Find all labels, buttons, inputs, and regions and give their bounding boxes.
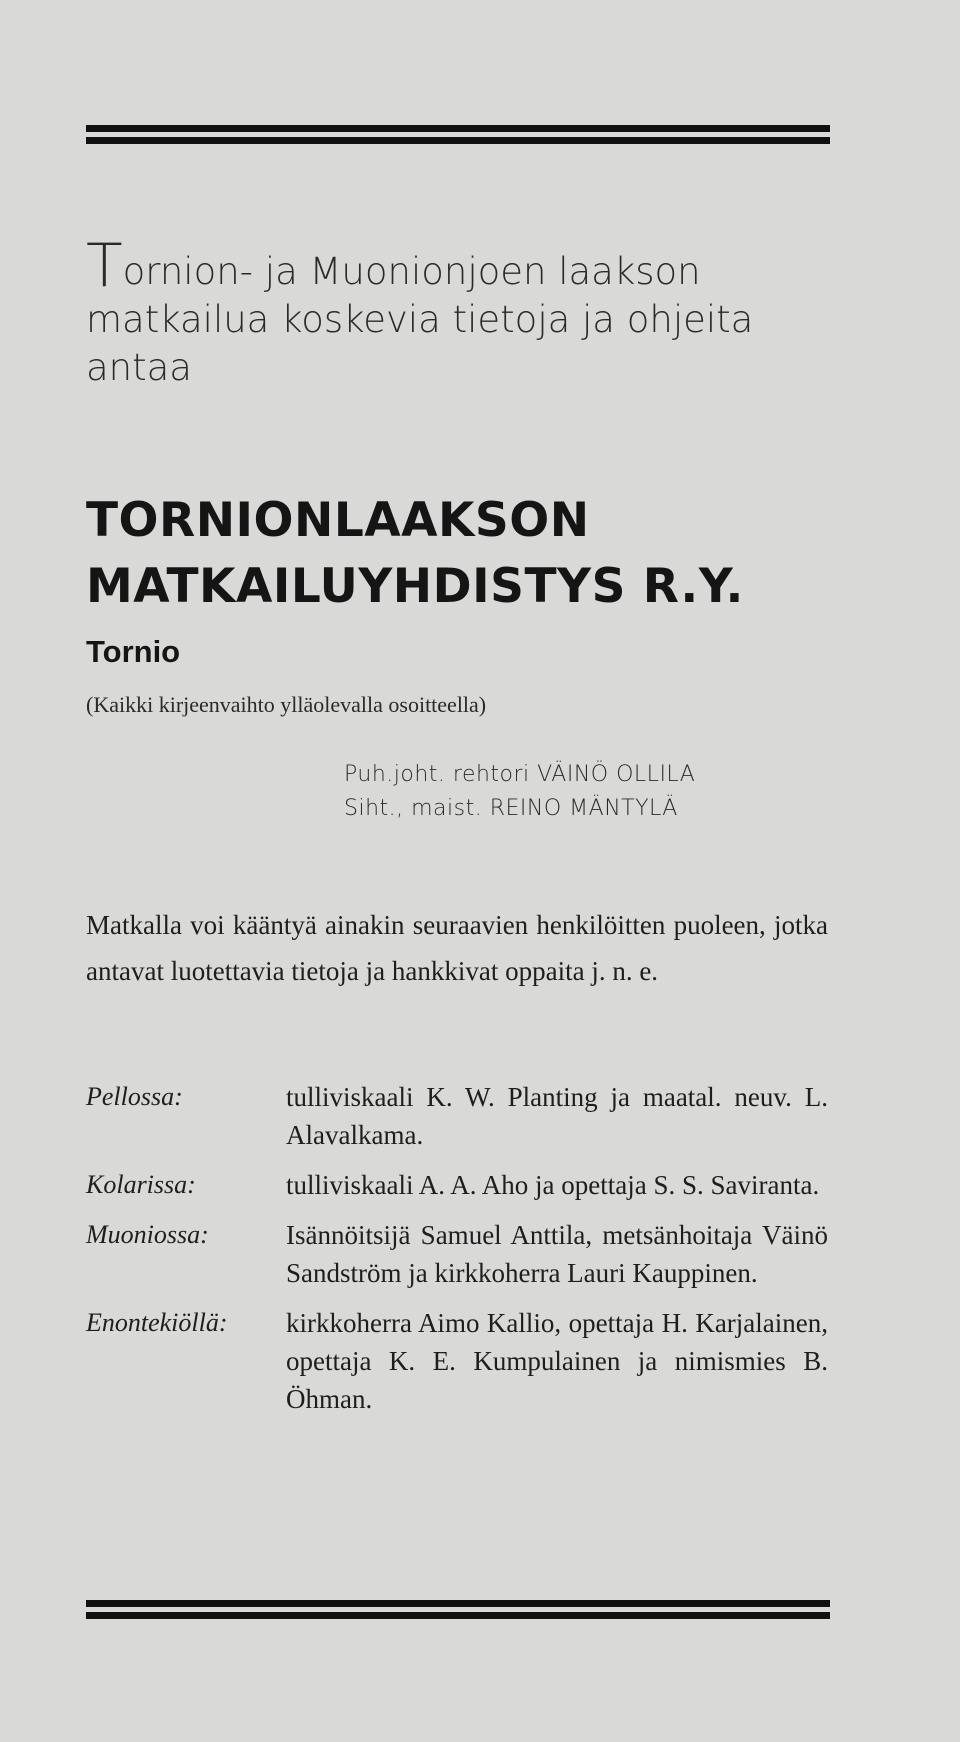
contact-entry-pello [86,1078,832,1154]
rule-line [86,1600,830,1607]
top-double-rule [86,125,830,149]
staff-secretary: Siht., maist. REINO MÄNTYLÄ [344,796,678,821]
contact-names: tulliviskaali A. A. Aho ja opettaja S. S. Saviranta. [286,1170,820,1200]
organization-city: Tornio [86,634,181,669]
drop-cap: T [86,231,123,301]
contact-place: Kolarissa: [86,1170,196,1199]
correspondence-note: (Kaikki kirjeenvaihto ylläolevalla osoitteella) [86,692,487,717]
contact-place: Muoniossa: [86,1220,209,1249]
contact-list [86,1078,832,1430]
contact-names: tulliviskaali K. W. Planting ja maatal. neuv. L. Alavalkama. [286,1082,828,1150]
contact-place: Pellossa: [86,1082,183,1111]
intro-text: ornion- ja Muonionjoen laakson matkailua koskevia tietoja ja ohjeita antaa [86,250,754,389]
organization-name-line-2: MATKAILUYHDISTYS R.Y. [86,559,744,614]
contact-place: Enontekiöllä: [86,1308,228,1337]
bottom-double-rule [86,1600,830,1624]
organization-name [86,488,744,620]
contact-entry-muonio [86,1216,832,1292]
contact-names: kirkkoherra Aimo Kallio, opettaja H. Karjalainen, opettaja K. E. Kumpulainen ja nimismies B. Öhman. [286,1308,828,1414]
contact-entry-enontekio [86,1304,832,1418]
intro-paragraph [86,231,846,392]
staff-list [344,758,695,826]
rule-line [86,1612,830,1619]
contact-names: Isännöitsijä Samuel Anttila, metsänhoitaja Väinö Sandström ja kirkkoherra Lauri Kauppinen. [286,1220,828,1288]
rule-line [86,137,830,144]
rule-line [86,125,830,132]
organization-name-line-1: TORNIONLAAKSON [86,493,590,548]
body-paragraph: Matkalla voi kääntyä ainakin seuraavien henkilöitten puoleen, jotka antavat luotettavia tietoja ja hankkivat oppaita j. n. e. [86,910,828,986]
contact-entry-kolari [86,1166,832,1204]
staff-chairman: Puh.joht. rehtori VÄINÖ OLLILA [344,762,696,787]
